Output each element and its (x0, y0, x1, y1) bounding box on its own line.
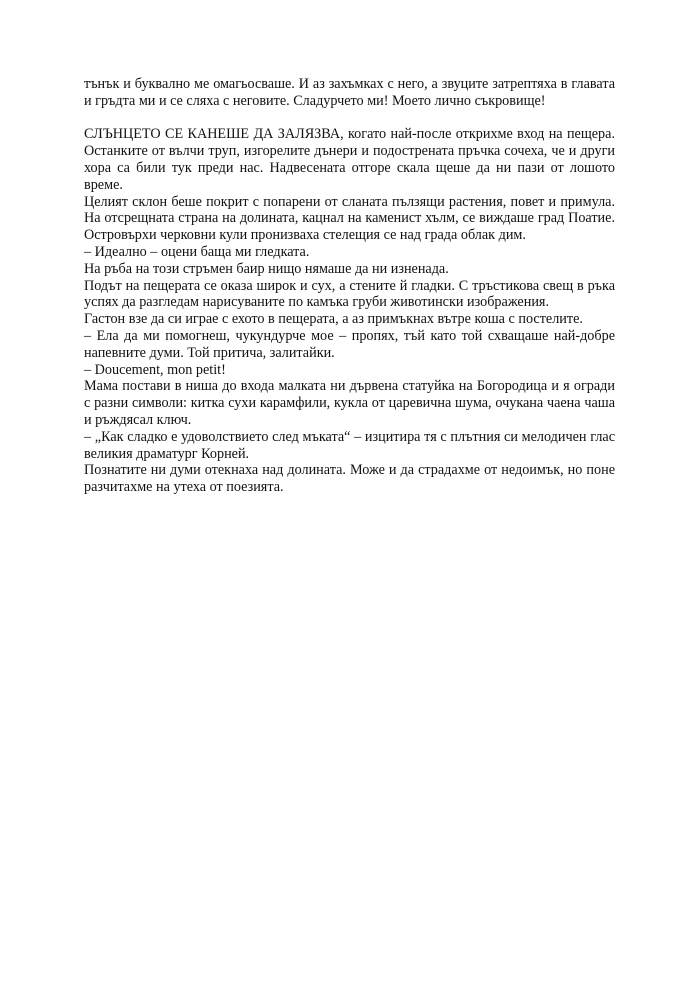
document-page (84, 76, 615, 496)
paragraph-gaston-echo: Гастон взе да си играе с ехото в пещерата, а аз примъкнах вътре коша с постелите. (84, 311, 583, 328)
paragraph-chapter-start: СЛЪНЦЕТО СЕ КАНЕШЕ ДА ЗАЛЯЗВА, когато най-после открихме вход на пещера. Останките от вълчи труп, изгорелите дънери и подострената пръчка сочеха, че и други хора са били тук преди нас. Надвесената отгоре скала щеше да ни пази от лошото време. (84, 126, 615, 193)
paragraph-1: тънък и буквално ме омагьосваше. И аз захъмках с него, а звуците затрептяха в главата и гръдта ми и се сляха с неговите. Сладурчето ми! Моето лично съкровище! (84, 76, 615, 109)
paragraph-cave-floor: Подът на пещерата се оказа широк и сух, а стените й гладки. С тръстикова свещ в ръка успях да разгледам нарисуваните по камъка груби животински изображения. (84, 277, 615, 311)
paragraph-ridge: На ръба на този стръмен баир нищо нямаше да ни изненада. (84, 260, 449, 277)
paragraph-help-call: – Ела да ми помогнеш, чукундурче мое – пропях, тъй като той схващаше най-добре напевните думи. Той притича, залитайки. (84, 327, 615, 361)
paragraph-spacer (84, 110, 615, 127)
paragraph-doucement: – Doucement, mon petit! (84, 361, 226, 378)
paragraph-hillside: Целият склон беше покрит с попарени от сланата пълзящи растения, повет и примула. На отсрещната страна на долината, кацнал на каменист хълм, се виждаше град Поатие. Островърхи черковни кули пронизваха стелещия се над града облак дим. (84, 193, 615, 244)
paragraph-valley-echo: Познатите ни думи отекнаха над долината. Може и да страдахме от недоимък, но поне разчитахме на утеха от поезията. (84, 462, 615, 496)
paragraph-mother-niche: Мама постави в ниша до входа малката ни дървена статуйка на Богородица и я огради с разни символи: китка сухи карамфили, кукла от царевична шума, очукана чаена чаша и ръждясал ключ. (84, 378, 615, 428)
paragraph-father-remark: – Идеално – оцени баща ми гледката. (84, 243, 310, 260)
paragraph-corneille-quote: – „Как сладко е удоволствието след мъката“ – изцитира тя с плътния си мелодичен глас великия драматург Корней. (84, 428, 615, 462)
